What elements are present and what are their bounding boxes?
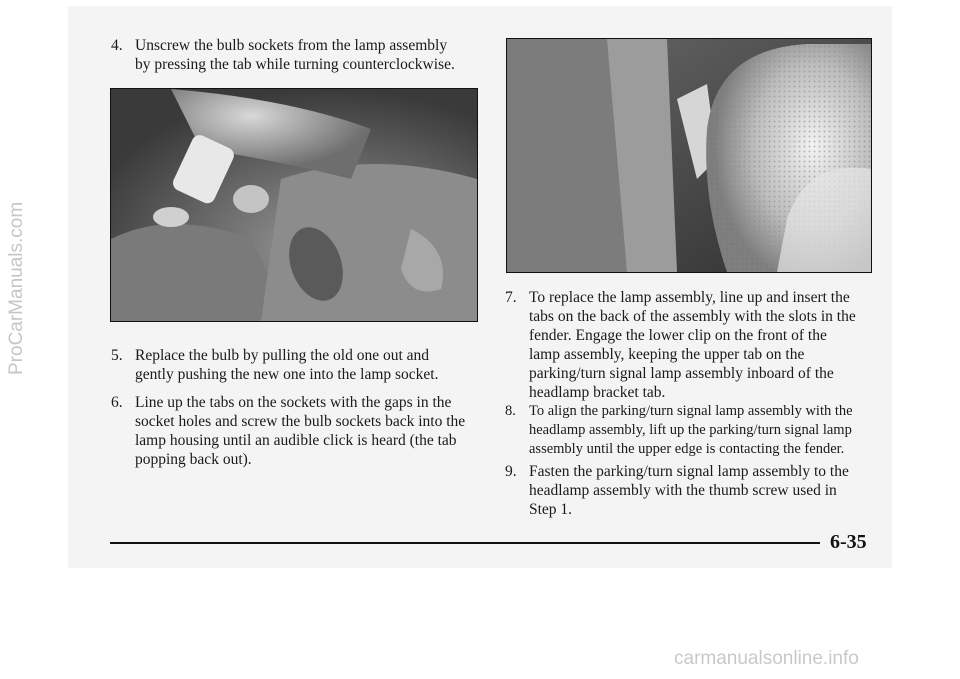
step-number: 8. [505, 403, 516, 419]
step-text: To replace the lamp assembly, line up and insert the tabs on the back of the assembly with the slots in the fender. Engage the lower clip on the front of the lamp assembly, keeping the upper tab on the parking/turn signal lamp assembly inboard of the headlamp bracket tab. [529, 289, 856, 401]
page-number: 6-35 [830, 531, 867, 553]
step-number: 6. [111, 394, 123, 411]
footer-rule [110, 542, 820, 544]
step-number: 7. [505, 289, 517, 306]
step-text: Line up the tabs on the sockets with the gaps in the socket holes and screw the bulb sockets back into the lamp housing until an audible click is heard (the tab popping back out). [135, 394, 466, 468]
step-7 [505, 288, 885, 404]
step-text: Fasten the parking/turn signal lamp assembly to the headlamp assembly with the thumb screw used in Step 1. [529, 463, 849, 518]
bulb-socket-photo [110, 88, 478, 322]
step-8 [505, 402, 885, 460]
step-number: 4. [111, 37, 123, 54]
step-number: 9. [505, 463, 517, 480]
footer-watermark: carmanualsonline.info [674, 648, 859, 669]
step-text: To align the parking/turn signal lamp assembly with the headlamp assembly, lift up the parking/turn signal lamp assembly until the upper edge is contacting the fender. [529, 403, 853, 457]
side-watermark: ProCarManuals.com [6, 201, 27, 375]
step-text: Replace the bulb by pulling the old one out and gently pushing the new one into the lamp socket. [135, 347, 439, 383]
step-9 [505, 462, 885, 520]
step-4 [111, 36, 491, 76]
step-6 [111, 393, 491, 471]
step-number: 5. [111, 347, 123, 364]
step-text: Unscrew the bulb sockets from the lamp assembly by pressing the tab while turning counterclockwise. [135, 37, 455, 73]
headlamp-assembly-photo [506, 38, 872, 273]
step-5 [111, 346, 491, 386]
